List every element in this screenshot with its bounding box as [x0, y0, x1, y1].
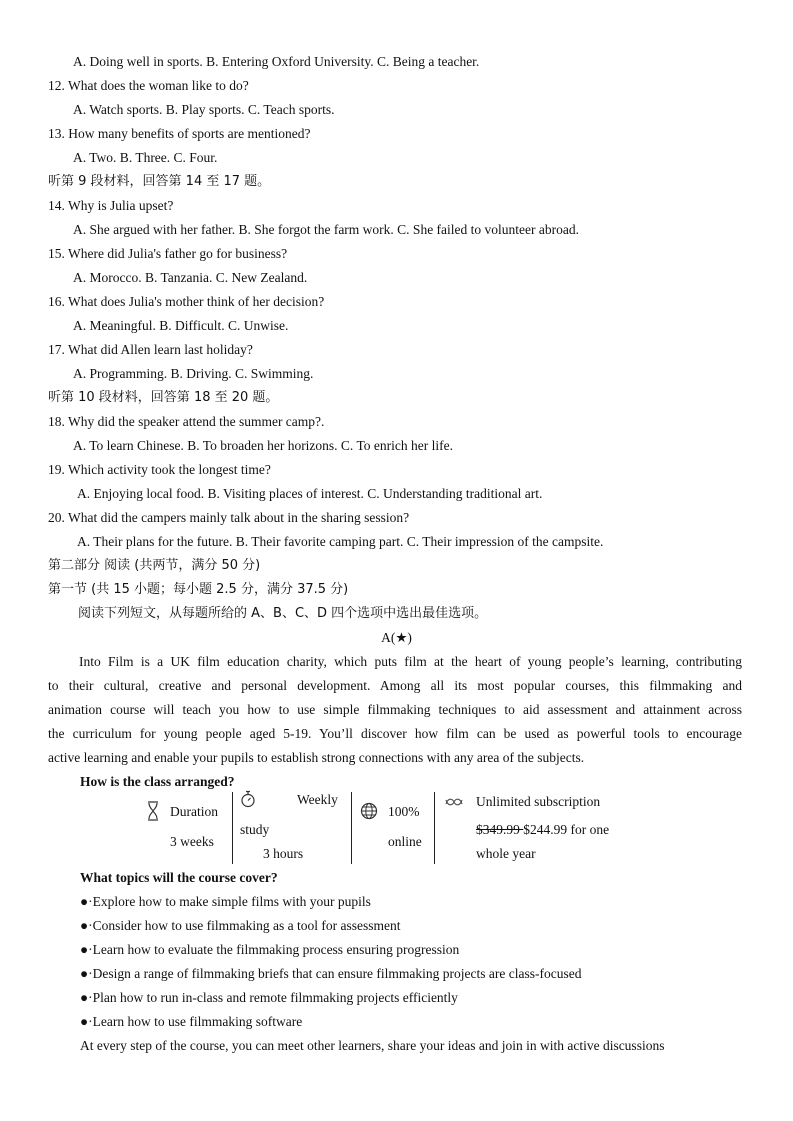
- passage-title: A(★): [381, 630, 412, 645]
- weekly-value: 3 hours: [263, 846, 304, 861]
- q14-options: A. She argued with her father. B. She forgot the farm work. C. She failed to volunteer abroad.: [73, 222, 579, 237]
- table-divider: [351, 792, 352, 864]
- q17-question: 17. What did Allen learn last holiday?: [48, 342, 253, 357]
- q16-question: 16. What does Julia's mother think of her decision?: [48, 294, 325, 309]
- final-paragraph-line: At every step of the course, you can meet other learners, share your ideas and join in with active discussions: [80, 1038, 665, 1053]
- section1-heading: 第一节 (共 15 小题；每小题 2.5 分，满分 37.5 分): [48, 582, 349, 597]
- weekly-study: study: [240, 822, 270, 837]
- section10-heading: 听第 10 段材料，回答第 18 至 20 题。: [48, 390, 279, 405]
- part2-heading: 第二部分 阅读 (共两节，满分 50 分): [48, 558, 261, 573]
- q15-question: 15. Where did Julia's father go for business?: [48, 246, 288, 261]
- topic-item: ●·Learn how to evaluate the filmmaking process ensuring progression: [80, 942, 460, 957]
- topic-item: ●·Learn how to use filmmaking software: [80, 1014, 303, 1029]
- q18-options: A. To learn Chinese. B. To broaden her horizons. C. To enrich her life.: [73, 438, 453, 453]
- passage-line-4: the curriculum for young people aged 5-19. You’ll discover how film can be used as powerful tools to encourage: [48, 726, 742, 741]
- passage-line-1: Into Film is a UK film education charity, which puts film at the heart of young people’s learning, contributing: [79, 654, 742, 669]
- section9-heading: 听第 9 段材料，回答第 14 至 17 题。: [48, 174, 271, 189]
- topic-item: ●·Consider how to use filmmaking as a tool for assessment: [80, 918, 401, 933]
- weekly-label: Weekly: [297, 792, 338, 807]
- q13-options: A. Two. B. Three. C. Four.: [73, 150, 218, 165]
- q15-options: A. Morocco. B. Tanzania. C. New Zealand.: [73, 270, 308, 285]
- class-arranged-heading: How is the class arranged?: [80, 774, 235, 789]
- globe-icon: [360, 802, 378, 820]
- online-label: online: [388, 834, 422, 849]
- new-price: $244.99 for one: [523, 822, 610, 837]
- old-price: $349.99: [476, 822, 524, 837]
- table-divider: [434, 792, 435, 864]
- subscription-label: Unlimited subscription: [476, 794, 601, 809]
- q12-question: 12. What does the woman like to do?: [48, 78, 249, 93]
- q14-question: 14. Why is Julia upset?: [48, 198, 174, 213]
- q12-options: A. Watch sports. B. Play sports. C. Teach sports.: [73, 102, 335, 117]
- topic-item: ●·Plan how to run in-class and remote filmmaking projects efficiently: [80, 990, 458, 1005]
- subscription-period: whole year: [476, 846, 536, 861]
- q18-question: 18. Why did the speaker attend the summer camp?.: [48, 414, 325, 429]
- passage-line-3: animation course will teach you how to use simple filmmaking techniques to aid assessment and attainment across: [48, 702, 742, 717]
- infinity-icon: [444, 795, 464, 809]
- topic-item: ●·Explore how to make simple films with your pupils: [80, 894, 371, 909]
- q17-options: A. Programming. B. Driving. C. Swimming.: [73, 366, 314, 381]
- topic-item: ●·Design a range of filmmaking briefs that can ensure filmmaking projects are class-focused: [80, 966, 582, 981]
- passage-line-5: active learning and enable your pupils to establish strong connections with any area of the subjects.: [48, 750, 585, 765]
- q11-options: A. Doing well in sports. B. Entering Oxford University. C. Being a teacher.: [73, 54, 480, 69]
- hourglass-icon: [146, 801, 160, 821]
- stopwatch-icon: [240, 790, 256, 808]
- q19-question: 19. Which activity took the longest time?: [48, 462, 271, 477]
- topics-heading: What topics will the course cover?: [80, 870, 278, 885]
- q13-question: 13. How many benefits of sports are mentioned?: [48, 126, 311, 141]
- table-divider: [232, 792, 233, 864]
- duration-label: Duration: [170, 804, 218, 819]
- q19-options: A. Enjoying local food. B. Visiting places of interest. C. Understanding traditional art.: [77, 486, 543, 501]
- passage-line-2: to their cultural, creative and personal development. Among all its most popular courses, this filmmaking and: [48, 678, 742, 693]
- q20-question: 20. What did the campers mainly talk about in the sharing session?: [48, 510, 410, 525]
- reading-instruction: 阅读下列短文，从每题所给的 A、B、C、D 四个选项中选出最佳选项。: [78, 606, 488, 621]
- q16-options: A. Meaningful. B. Difficult. C. Unwise.: [73, 318, 289, 333]
- online-value: 100%: [388, 804, 420, 819]
- duration-value: 3 weeks: [170, 834, 214, 849]
- q20-options: A. Their plans for the future. B. Their favorite camping part. C. Their impression of the campsite.: [77, 534, 604, 549]
- price-line: [476, 820, 609, 840]
